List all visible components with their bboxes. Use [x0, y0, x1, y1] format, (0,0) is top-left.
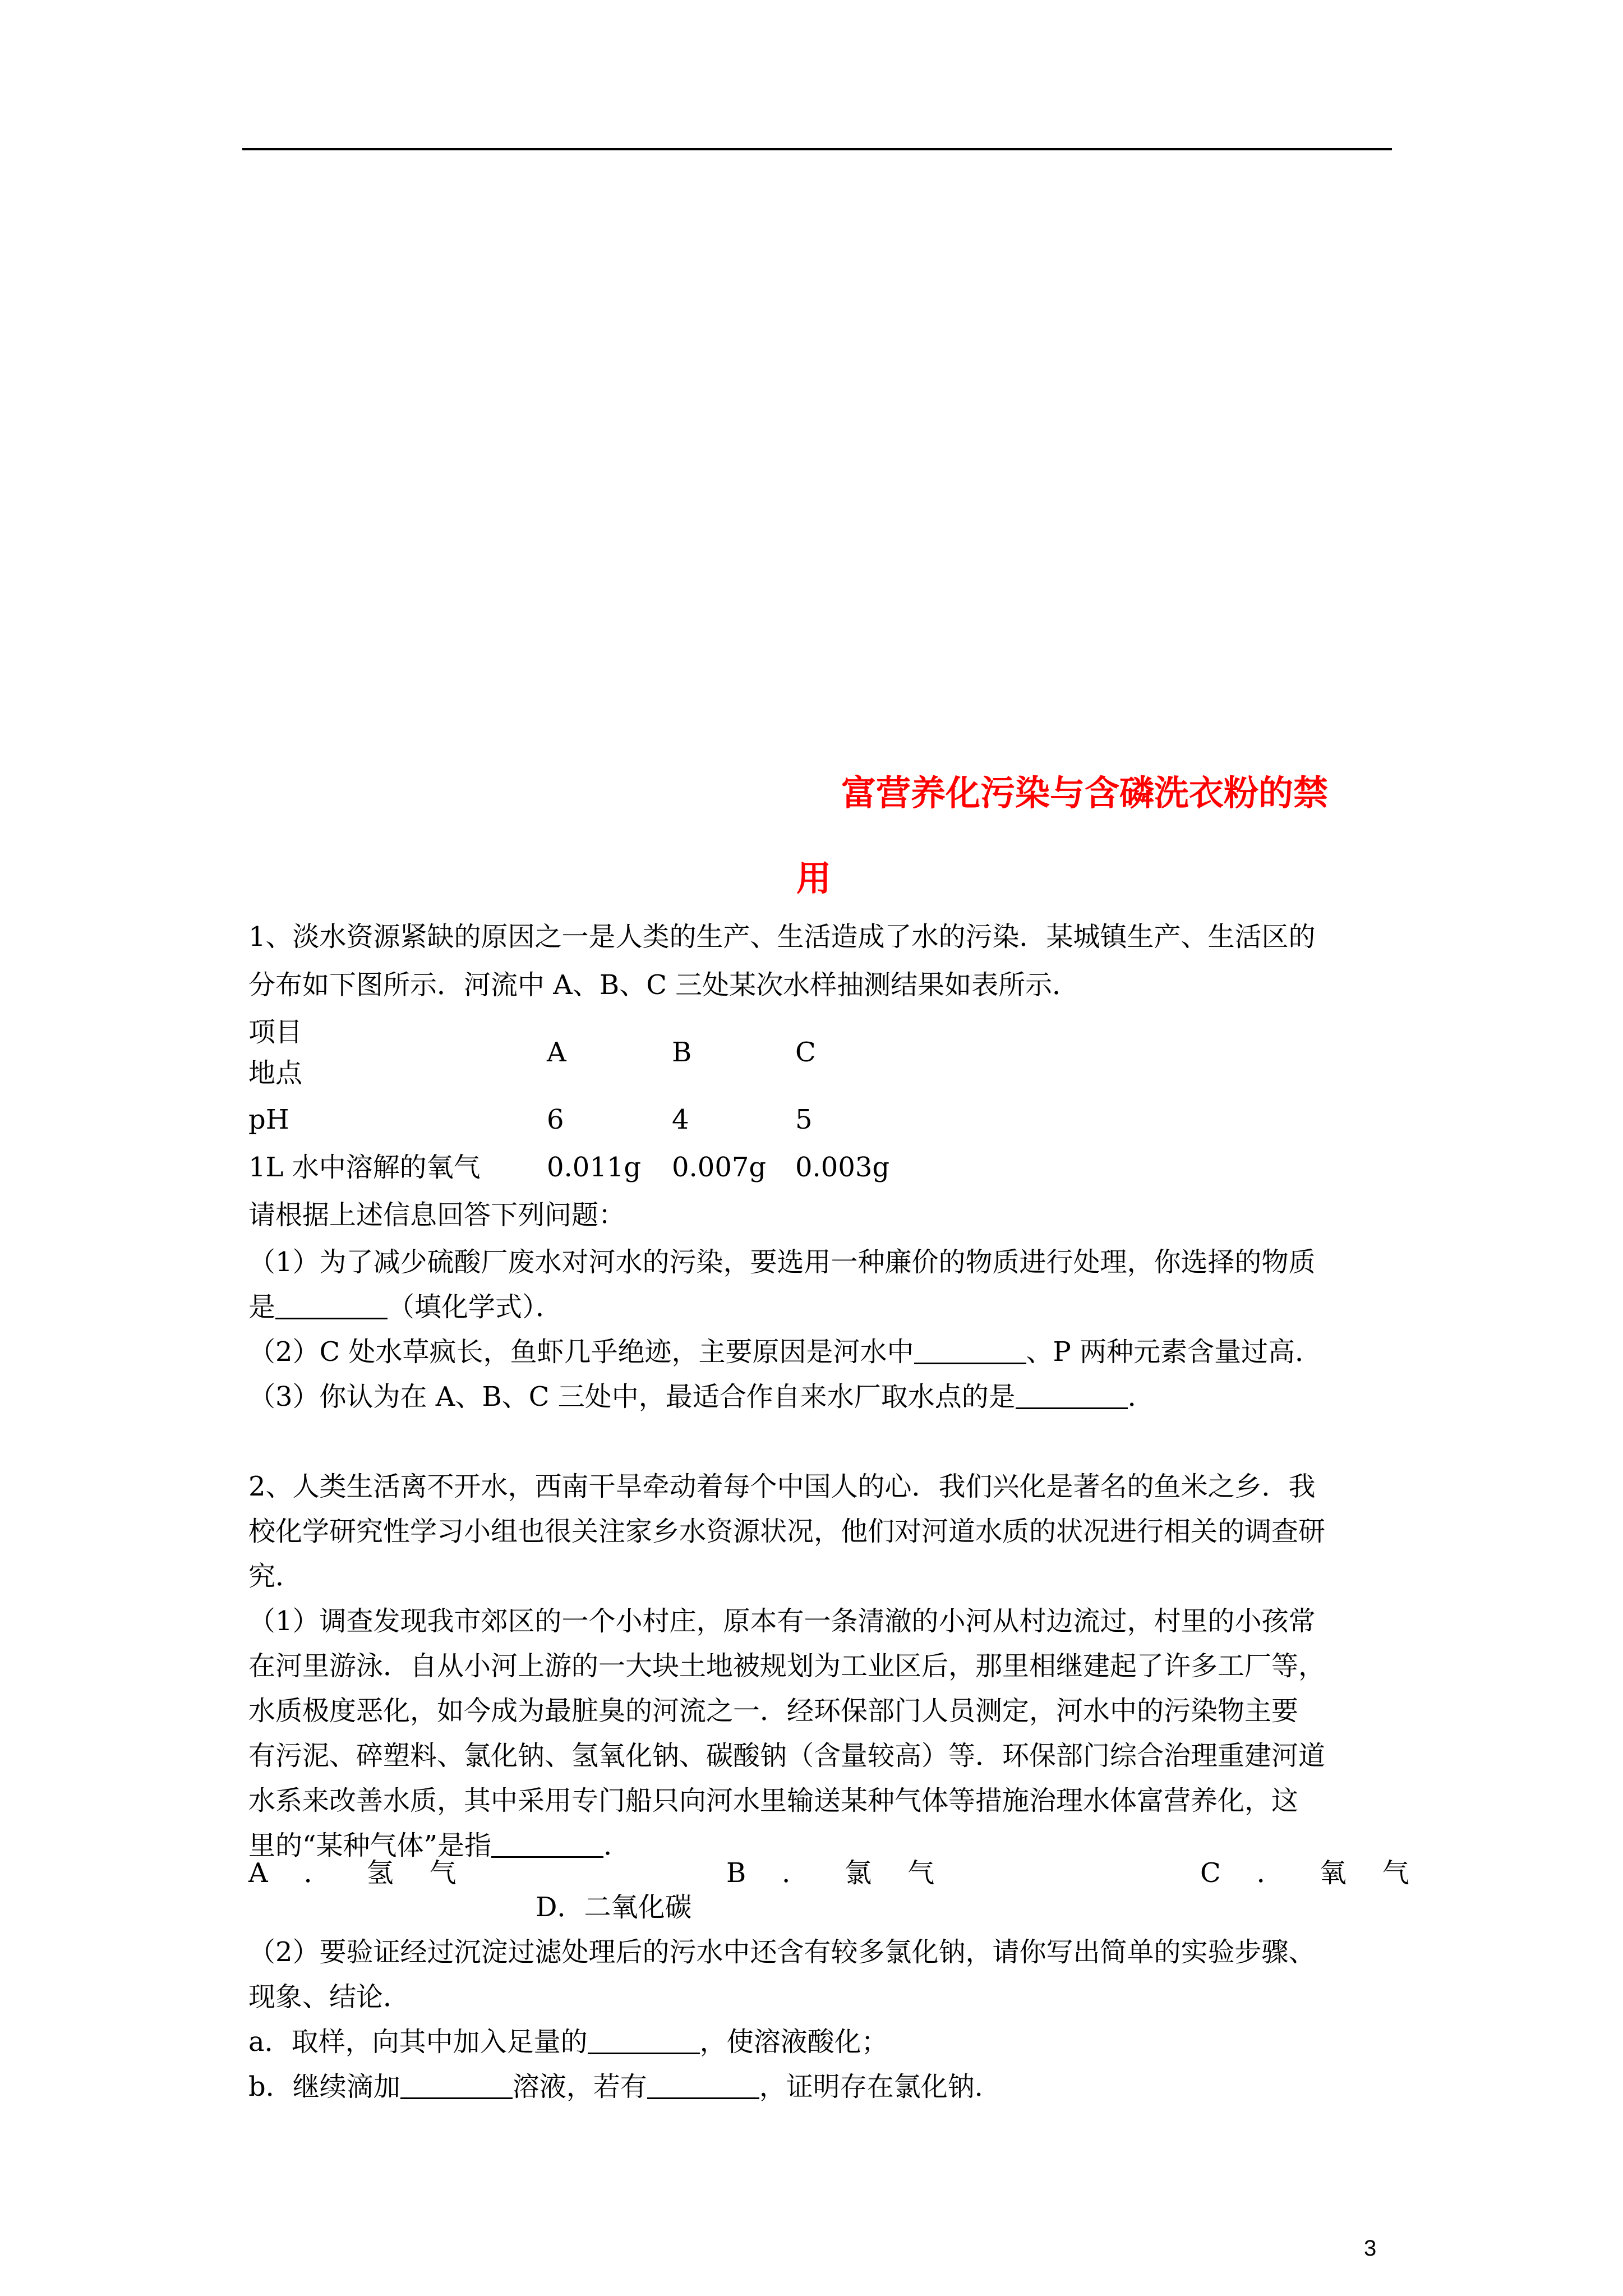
answer-blank[interactable]: [491, 1830, 603, 1858]
answer-blank[interactable]: [400, 2072, 513, 2099]
q2-step-a: [248, 2026, 888, 2059]
table-header-row-label: 项目: [248, 1016, 303, 1048]
table-cell: 6: [547, 1104, 564, 1135]
q1-intro-line2: 分布如下图所示．河流中 A、B、C 三处某次水样抽测结果如表所示．: [248, 969, 1080, 1001]
q2-part2-line2: 现象、结论．: [248, 1981, 411, 2013]
q2-part1-pre: 里的“某种气体”是指: [248, 1830, 492, 1861]
q1-prompt: 请根据上述信息回答下列问题：: [248, 1199, 626, 1231]
doc-title-line1: 富营养化污染与含磷洗衣粉的禁: [841, 772, 1329, 813]
q2-intro-line3: 究．: [248, 1561, 303, 1592]
answer-blank[interactable]: [914, 1337, 1026, 1364]
q2-part1-line4: 有污泥、碎塑料、氯化钠、氢氧化钠、碳酸钠（含量较高）等．环保部门综合治理重建河道: [248, 1740, 1326, 1772]
q2-step-b-pre: b．继续滴加: [248, 2071, 400, 2102]
page-number: 3: [1364, 2236, 1377, 2261]
q2-part1-line1: （1）调查发现我市郊区的一个小村庄，原本有一条清澈的小河从村边流过，村里的小孩常: [248, 1605, 1316, 1637]
table-header-col-label: 地点: [248, 1057, 303, 1089]
q1-part2-pre: （2）C 处水草疯长，鱼虾几乎绝迹，主要原因是河水中: [248, 1336, 914, 1368]
q1-part2-post: 、P 两种元素含量过高．: [1026, 1336, 1322, 1368]
q2-intro-line1: 2、人类生活离不开水，西南干旱牵动着每个中国人的心．我们兴化是著名的鱼米之乡．我: [248, 1471, 1316, 1502]
option-b[interactable]: B．氯气: [726, 1857, 971, 1889]
option-a[interactable]: A．氢气: [248, 1857, 492, 1889]
answer-blank[interactable]: [647, 2072, 759, 2099]
table-row-label: pH: [248, 1104, 289, 1135]
doc-title-line2: 用: [796, 858, 832, 899]
table-cell: 0.007g: [672, 1152, 767, 1183]
q1-part2: [248, 1336, 1322, 1369]
header-rule: [242, 148, 1392, 150]
q2-step-b-mid: 溶液，若有: [512, 2071, 647, 2102]
table-cell: 0.003g: [795, 1152, 890, 1183]
q1-part1-post: （填化学式）．: [388, 1291, 563, 1323]
option-c[interactable]: C．氧气: [1200, 1857, 1445, 1889]
q2-part1-line3: 水质极度恶化，如今成为最脏臭的河流之一．经环保部门人员测定，河水中的污染物主要: [248, 1695, 1299, 1727]
q1-part1-pre: 是: [248, 1291, 276, 1323]
q2-part1-line5: 水系来改善水质，其中采用专门船只向河水里输送某种气体等措施治理水体富营养化，这: [248, 1785, 1299, 1816]
table-cell: 4: [672, 1104, 689, 1135]
q2-part1-line2: 在河里游泳．自从小河上游的一大块土地被规划为工业区后，那里相继建起了许多工厂等，: [248, 1650, 1326, 1682]
q2-step-a-post: ，使溶液酸化；: [699, 2026, 888, 2058]
table-cell: 0.011g: [547, 1152, 642, 1183]
q2-part2-line1: （2）要验证经过沉淀过滤处理后的污水中还含有较多氯化钠，请你写出简单的实验步骤、: [248, 1936, 1316, 1968]
q1-intro-line1: 1、淡水资源紧缺的原因之一是人类的生产、生活造成了水的污染．某城镇生产、生活区的: [248, 921, 1316, 953]
q1-part1-line1: （1）为了减少硫酸厂废水对河水的污染，要选用一种廉价的物质进行处理，你选择的物质: [248, 1246, 1316, 1278]
q1-part3-pre: （3）你认为在 A、B、C 三处中，最适合作自来水厂取水点的是: [248, 1381, 1016, 1412]
q2-step-a-pre: a．取样，向其中加入足量的: [248, 2026, 588, 2058]
table-col-header: C: [795, 1037, 816, 1068]
q1-part1-line2: [248, 1291, 562, 1324]
q2-step-b: [248, 2071, 1002, 2104]
answer-blank[interactable]: [275, 1292, 388, 1319]
answer-blank[interactable]: [1016, 1382, 1128, 1409]
table-col-header: A: [547, 1037, 566, 1068]
q2-part1-post: ．: [603, 1830, 631, 1861]
q2-step-b-post: ，证明存在氯化钠．: [759, 2071, 1002, 2102]
q1-part3: [248, 1381, 1155, 1414]
q1-part3-post: ．: [1127, 1381, 1155, 1412]
table-row-label: 1L 水中溶解的氧气: [248, 1152, 481, 1183]
q2-intro-line2: 校化学研究性学习小组也很关注家乡水资源状况，他们对河道水质的状况进行相关的调查研: [248, 1516, 1326, 1547]
table-cell: 5: [795, 1104, 813, 1135]
option-d[interactable]: D．二氧化碳: [536, 1892, 692, 1923]
table-col-header: B: [672, 1037, 692, 1068]
answer-blank[interactable]: [588, 2027, 700, 2054]
